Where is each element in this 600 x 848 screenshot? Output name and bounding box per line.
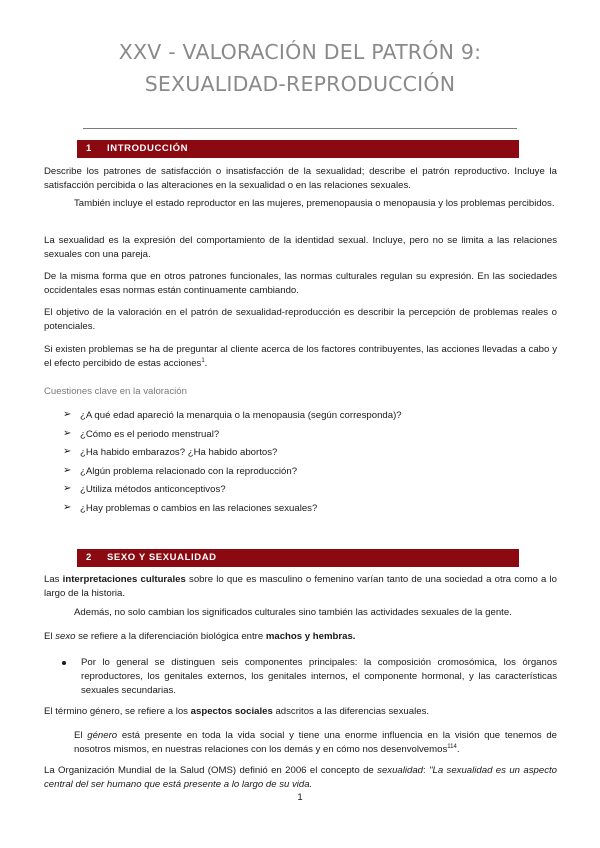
title-divider [83, 128, 517, 129]
indented-paragraph: También incluye el estado reproductor en las mujeres, premenopausia o menopausia y los problemas percibidos. [74, 198, 555, 209]
question-list [63, 409, 402, 521]
title-line-1: XXV - VALORACIÓN DEL PATRÓN 9: [118, 40, 482, 64]
paragraph: El sexo se refiere a la diferenciación biológica entre machos y hembras. [44, 631, 356, 642]
footnote-ref[interactable]: 1 [201, 357, 205, 364]
paragraph: De la misma forma que en otros patrones funcionales, las normas culturales regulan su expresión. En las sociedades occidentales esas normas están continuamente cambiando. [44, 271, 557, 296]
indented-paragraph: El género está presente en toda la vida social y tiene una enorme influencia en la visión que tenemos de nosotros mismos, en nuestras relaciones con los demás y en cómo nos desenvolvemos$^{114}$. [74, 730, 557, 755]
bullet-dot-icon [62, 661, 66, 665]
arrow-bullet-icon: ➢ [63, 409, 72, 420]
page-number: 1 [297, 792, 303, 803]
arrow-bullet-icon: ➢ [63, 501, 72, 513]
page-title [0, 36, 600, 100]
paragraph: La sexualidad es la expresión del comportamiento de la identidad sexual. Incluye, pero no se limita a las relaciones sexuales con una pareja. [44, 235, 557, 260]
footnote-ref[interactable]: 114 [447, 743, 457, 750]
paragraph: Las interpretaciones culturales sobre lo que es masculino o femenino varían tanto de una sociedad a otra como a lo largo de la historia. [44, 574, 557, 599]
subheading: Cuestiones clave en la valoración [44, 386, 187, 397]
list-item: ➢ ¿Cómo es el periodo menstrual? [63, 427, 220, 440]
arrow-bullet-icon: ➢ [63, 427, 72, 439]
section-heading-sexo-y-sexualidad [77, 549, 519, 567]
list-item: ➢ ¿Utiliza métodos anticonceptivos? [63, 483, 226, 496]
list-item: ➢ ¿A qué edad apareció la menarquia o la menopausia (según corresponda)? [63, 409, 402, 421]
paragraph: La Organización Mundial de la Salud (OMS) definió en 2006 el concepto de sexualidad: "La sexualidad es un aspecto central del ser humano que está presente a lo largo de su vida. [44, 765, 557, 790]
section-heading-introduccion [77, 140, 519, 158]
paragraph: El término género, se refiere a los aspectos sociales adscritos a las diferencias sexuales. [44, 706, 430, 717]
bullet-text: Por lo general se distinguen seis componentes principales: la composición cromosómica, los órganos reproductores, los genitales externos, los genitales internos, el componente hormonal, y las características sexuales secundarias. [81, 657, 557, 696]
title-line-2: SEXUALIDAD-REPRODUCCIÓN [144, 72, 456, 96]
arrow-bullet-icon: ➢ [63, 483, 72, 495]
list-item: ➢ ¿Hay problemas o cambios en las relaciones sexuales? [63, 501, 318, 514]
section-label: INTRODUCCIÓN [107, 143, 189, 154]
arrow-bullet-icon: ➢ [63, 464, 72, 476]
list-item: ➢ ¿Ha habido embarazos? ¿Ha habido abortos? [63, 446, 278, 459]
paragraph: Si existen problemas se ha de preguntar al cliente acerca de los factores contribuyentes, las acciones llevadas a cabo y el efecto percibido de estas acciones$^1$. [44, 344, 557, 369]
section-label: SEXO Y SEXUALIDAD [107, 552, 217, 563]
paragraph: El objetivo de la valoración en el patrón de sexualidad-reproducción es describir la percepción de problemas reales o potenciales. [44, 307, 557, 332]
section-number: 2 [86, 552, 92, 563]
list-item: ➢ ¿Algún problema relacionado con la reproducción? [63, 464, 298, 477]
indented-paragraph: Además, no solo cambian los significados culturales sino también las actividades sexuales de la gente. [74, 607, 512, 618]
arrow-bullet-icon: ➢ [63, 446, 72, 458]
paragraph: Describe los patrones de satisfacción o insatisfacción de la sexualidad; describe el patrón reproductivo. Incluye la satisfacción percibida o las alteraciones en la sexualidad o en las relaciones sexuales. [44, 166, 557, 191]
section-number: 1 [86, 143, 92, 154]
